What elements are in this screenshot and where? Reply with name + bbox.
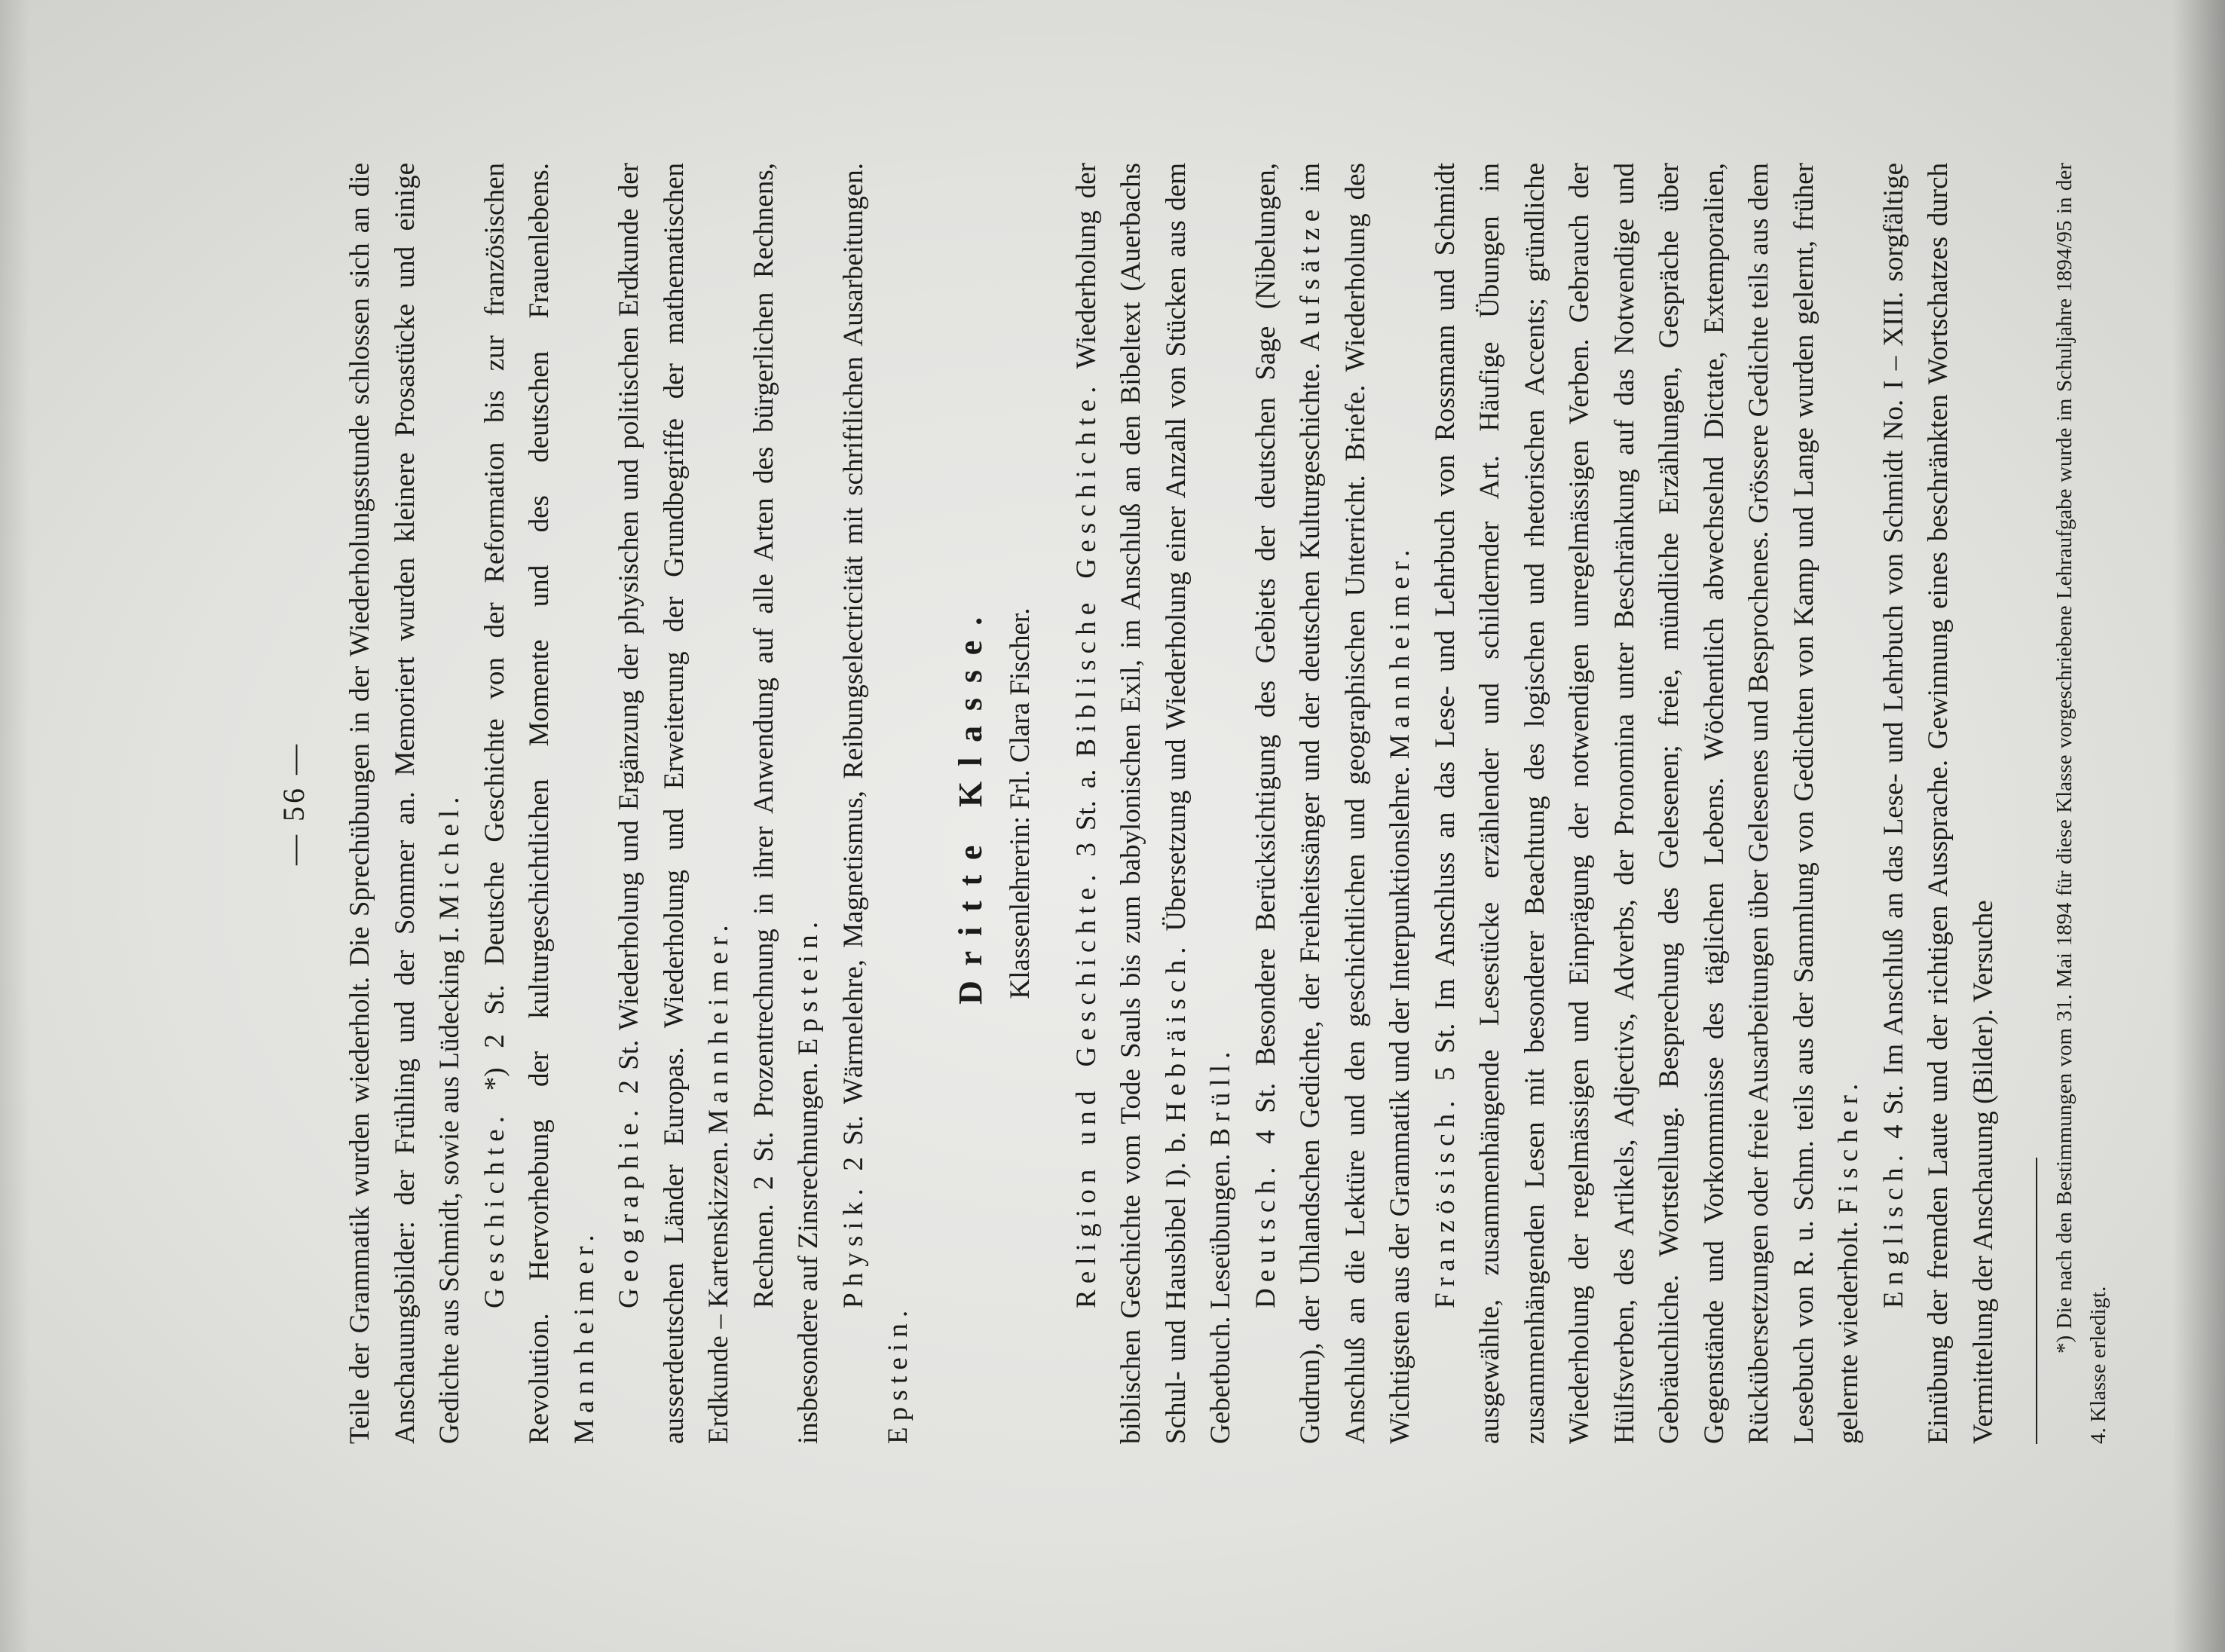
section-title: Dritte Klasse. — [951, 602, 989, 1005]
subject-heading: Deutsch. — [1250, 1161, 1281, 1308]
page-number: — 56 — — [277, 742, 311, 865]
subsubject-heading: Aufsätze — [1295, 203, 1326, 352]
paragraph-text: 2 St. Wärmelehre, Magnetismus, Reibungselectricität mit schriftlichen Ausarbeitungen. — [837, 163, 869, 1171]
paragraph-text: *) 2 St. Deutsche Geschichte von der Reformation bis zur französischen Revolution. Hervorhebung der kulturgeschichtlichen Momente und des deutschen Frauenlebens. — [479, 162, 555, 1444]
paragraph-text: 4 St. Im Anschluß an das Lese- und Lehrbuch von Schmidt No. I – XIII. sorgfältige Einübung der fremden Laute und der richtigen Aussprache. Gewinnung eines beschränkten Wortschatzes durch Vermittelung der Anschauung (Bilder). Versuche — [1878, 163, 1999, 1444]
paragraph-text: 4 St. Besondere Berücksichtigung des Gebiets der deutschen Sage (Nibelungen, Gudrun), der Uhlandschen Gedichte, der Freiheitssänger und der deutschen Kulturgeschichte. — [1250, 163, 1326, 1444]
paragraph-grammar — [338, 163, 473, 1444]
paragraph-text: 2 St. Prozentrechnung in ihrer Anwendung auf alle Arten des bürgerlichen Rechnens, insbesondere auf Zinsrechnungen. — [748, 162, 824, 1444]
teacher-name: Mannheimer. — [1385, 543, 1415, 760]
page-edge-shadow-left — [0, 0, 30, 1652]
teacher-name: Mannheimer. — [568, 1228, 600, 1444]
paragraph-geschichte — [473, 163, 608, 1444]
rotated-page-content — [133, 72, 2110, 1580]
teacher-name: Fischer. — [1833, 1077, 1864, 1214]
paragraph-text: im Anschluß an die Lektüre und den geschichtlichen und geographischen Unterricht. Briefe. Wiederholung des Wichtigsten aus der Grammatik und der Interpunktionslehre. — [1295, 163, 1415, 1444]
paragraph-religion — [1064, 163, 1244, 1444]
subject-heading: Rechnen. — [748, 1204, 779, 1308]
footnote-rule — [2036, 1158, 2037, 1444]
paragraph-text: 3 St. a. — [1070, 769, 1102, 857]
subject-heading: Physik. — [837, 1182, 869, 1308]
paragraph-franzoesisch — [1423, 163, 1872, 1444]
teacher-name: Michel. — [434, 791, 465, 920]
subject-heading: Englisch. — [1878, 1149, 1909, 1308]
paragraph-text: Teile der Grammatik wurden wiederholt. Die Sprechübungen in der Wiederholungsstunde schlossen sich an die Anschauungsbilder: der Frühling und der Sommer an. Memoriert wurden kleinere Prosastücke und einige Gedichte aus Schmidt, sowie aus Lüdecking I. — [344, 163, 465, 1444]
paragraph-englisch — [1872, 163, 2006, 1444]
subsubject-heading: Biblische Geschichte. — [1070, 380, 1102, 757]
teacher-name: Epstein. — [793, 915, 824, 1056]
paragraph-text: Übersetzung und Wiederholung einer Anzahl von Stücken aus dem Gebetbuch. Leseübungen. — [1160, 163, 1236, 1444]
subject-heading: Religion und Geschichte. — [1070, 868, 1102, 1308]
subsubject-heading: Hebräisch. — [1160, 941, 1192, 1122]
subject-heading: Geschichte. — [479, 1109, 510, 1308]
paragraph-text: 2 St. Wiederholung und Ergänzung der physischen und politischen Erdkunde der ausserdeutschen Länder Europas. Wiederholung und Erweiterung der Grundbegriffe der mathematischen Erdkunde – Kartenskizzen. — [614, 162, 734, 1444]
subject-heading: Französisch. — [1429, 1094, 1461, 1308]
teacher-name: Epstein. — [883, 1304, 914, 1444]
paragraph-rechnen — [742, 163, 831, 1444]
paragraph-text: Wiederholung der biblischen Geschichte vom Tode Sauls bis zum babylonischen Exil, im Anschluß an den Bibeltext (Auerbachs Schul- und Hausbibel I). b. — [1070, 162, 1192, 1444]
section-subtitle: Klassenlehrerin: Frl. Clara Fischer. — [1004, 607, 1036, 999]
teacher-name: Brüll. — [1205, 1045, 1236, 1147]
paragraph-geographie — [607, 163, 742, 1444]
subject-heading: Geographie. — [614, 1103, 644, 1308]
footnote: *) Die nach den Bestimmungen vom 31. Mai 1894 für diese Klasse vorgeschriebene Lehraufgabe wurde im Schuljahre 1894/95 in der 4. Klasse erledigt. — [2052, 163, 2110, 1444]
paragraph-physik — [831, 163, 921, 1444]
page-edge-shadow — [2172, 0, 2225, 1652]
paragraph-deutsch — [1244, 163, 1423, 1444]
teacher-name: Mannheimer. — [703, 919, 734, 1135]
paragraph-text: 5 St. Im Anschluss an das Lese- und Lehrbuch von Rossmann und Schmidt ausgewählte, zusammenhängende Lesestücke erzählender und schildernder Art. Häufige Übungen im zusammenhängenden Lesen mit besonderer Beachtung des logischen und rhetorischen Accents; gründliche Wiederholung der regelmässigen und Einprägung der notwendigen unregelmässigen Verben. Gebrauch der Hülfsverben, des Artikels, Adjectivs, Adverbs, der Pronomina unter Beschränkung auf das Notwendige und Gebräuchliche. Wortstellung. Besprechung des Gelesenen; freie, mündliche Erzählungen, Gespräche über Gegenstände und Vorkommnisse des täglichen Lebens. Wöchentlich abwechselnd Dictate, Extemporalien, Rückübersetzungen oder freie Ausarbeitungen über Gelesenes und Besprochenes. Grössere Gedichte teils aus dem Lesebuch von R. u. Schm. teils aus der Sammlung von Gedichten von Kamp und Lange wurden gelernt, früher gelernte wiederholt. — [1429, 162, 1864, 1444]
